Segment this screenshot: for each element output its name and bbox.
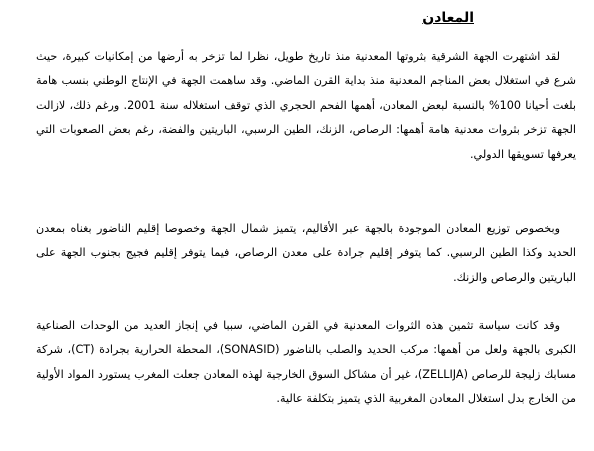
paragraph-industry: وقد كانت سياسة تثمين هذه الثروات المعدنية في القرن الماضي، سببا في إنجاز العديد من الوحدات الصناعية الكبرى بالجهة ولعل من أهمها: مركب الحديد والصلب بالناضور (SONASID)، المحطة الحرارية بجرادة (CT)، شركة مسابك زليجة للرصاص (ZELLIJA)، غير أن مشاكل السوق الخارجية لهذه المعادن جعلت المغرب يستورد المواد الأولية من الخارج بدل استغلال المعادن المغربية الذي يتميز بتكلفة عالية. bbox=[36, 319, 576, 406]
paragraph-distribution: وبخصوص توزيع المعادن الموجودة بالجهة عبر الأقاليم، يتميز شمال الجهة وخصوصا إقليم الناضور بغناه بمعدن الحديد وكذا الطين الرسبي. كما يتوفر إقليم جرادة على معدن الرصاص، فيما يتوفر إقليم فجيج بجنوب الجهة على الباريتين والرصاص والزنك. bbox=[36, 222, 576, 284]
paragraph-history: لقد اشتهرت الجهة الشرقية بثروتها المعدنية منذ تاريخ طويل، نظرا لما تزخر به أرضها من إمكانيات كبيرة، حيث شرع في استغلال بعض المناجم المعدنية منذ بداية القرن الماضي. وقد ساهمت الجهة في الإنتاج الوطني بنسب هامة بلغت أحيانا 100% بالنسبة لبعض المعادن، أهمها الفحم الحجري الذي توقف استغلاله سنة 2001. ورغم ذلك، لازالت الجهة تزخر بثروات معدنية هامة أهمها: الرصاص، الزنك، الطين الرسبي، الباريتين والفضة، رغم بعض الصعوبات التي يعرفها تسويقها الدولي. bbox=[36, 50, 576, 161]
document-title: المعادن bbox=[422, 10, 474, 26]
